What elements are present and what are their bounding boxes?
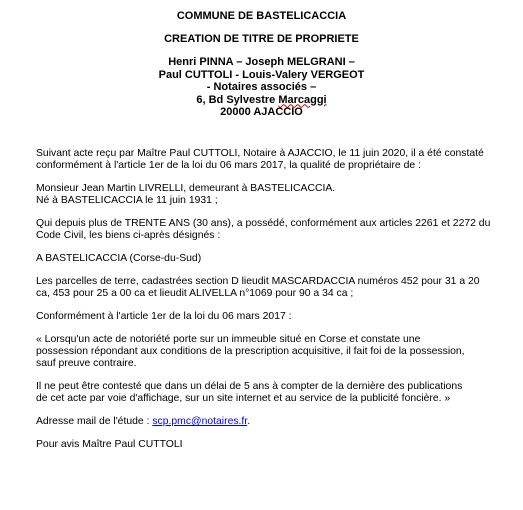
quote-paragraph-2 — [36, 381, 494, 405]
office-city: 20000 AJACCIO — [220, 106, 303, 118]
office-address — [0, 94, 523, 107]
notaries-line-1: Henri PINNA – Joseph MELGRANI – — [168, 56, 355, 68]
notice-title: CREATION DE TITRE DE PROPRIETE — [164, 32, 359, 45]
email-link[interactable]: scp.pmc@notaires.fr — [152, 416, 248, 427]
owner-paragraph — [36, 183, 494, 207]
possession-line-2: Code Civil, les biens ci-après désignés : — [36, 230, 221, 241]
email-label: Adresse mail de l'étude : — [36, 416, 153, 427]
possession-line-1: Qui depuis plus de TRENTE ANS (30 ans), a possédé, conformément aux articles 2261 et 2272 du — [36, 218, 491, 229]
signature: Pour avis Maître Paul CUTTOLI — [36, 439, 183, 450]
parcels-line-1: Les parcelles de terre, cadastrées section D lieudit MASCARDACCIA numéros 452 pour 31 a 20 — [36, 276, 480, 287]
possession-paragraph — [36, 218, 494, 242]
deed-paragraph — [36, 148, 494, 172]
deed-line-1: Suivant acte reçu par Maître Paul CUTTOLI, Notaire à AJACCIO, le 11 juin 2020, il a été constaté — [36, 148, 484, 159]
notice-body — [36, 148, 494, 462]
associates-line: - Notaires associés – — [206, 81, 317, 93]
deed-line-2: conformément à l'article 1er de la loi du 06 mars 2017, la qualité de propriétaire de : — [36, 160, 421, 171]
parcels-line-2: ca, 453 pour 25 a 00 ca et lieudit ALIVELLA n°1069 pour 90 a 34 ca ; — [36, 288, 354, 299]
quote2-line-2: de cet acte par voie d'affichage, sur un site internet et au service de la publicité foncière. » — [36, 393, 451, 404]
notaries-line-2: Paul CUTTOLI - Louis-Valery VERGEOT — [158, 68, 365, 81]
notice-header — [0, 10, 523, 119]
owner-line-1: Monsieur Jean Martin LIVRELLI, demeurant à BASTELICACCIA. — [36, 183, 336, 194]
owner-line-2: Né à BASTELICACCIA le 11 juin 1931 ; — [36, 195, 218, 206]
quote-paragraph-1 — [36, 334, 494, 370]
commune-heading: COMMUNE DE BASTELICACCIA — [176, 10, 347, 22]
parcels-paragraph — [36, 276, 494, 300]
conformity-paragraph: Conformément à l'article 1er de la loi du 06 mars 2017 : — [36, 311, 292, 322]
email-paragraph — [36, 416, 494, 428]
email-suffix: . — [247, 416, 251, 427]
quote2-line-1: Il ne peut être contesté que dans un délai de 5 ans à compter de la dernière des publications — [36, 381, 463, 392]
quote1-line-3: sauf preuve contraire. — [36, 358, 137, 369]
address-street: 6, Bd Sylvestre — [196, 93, 279, 106]
quote1-line-2: possession répondant aux conditions de la prescription acquisitive, il fait foi de la possession, — [36, 346, 465, 357]
address-street-name: Marcaggi — [278, 93, 327, 106]
location-paragraph: A BASTELICACCIA (Corse-du-Sud) — [36, 253, 202, 264]
quote1-line-1: « Lorsqu'un acte de notoriété porte sur un immeuble situé en Corse et constate une — [36, 334, 421, 345]
